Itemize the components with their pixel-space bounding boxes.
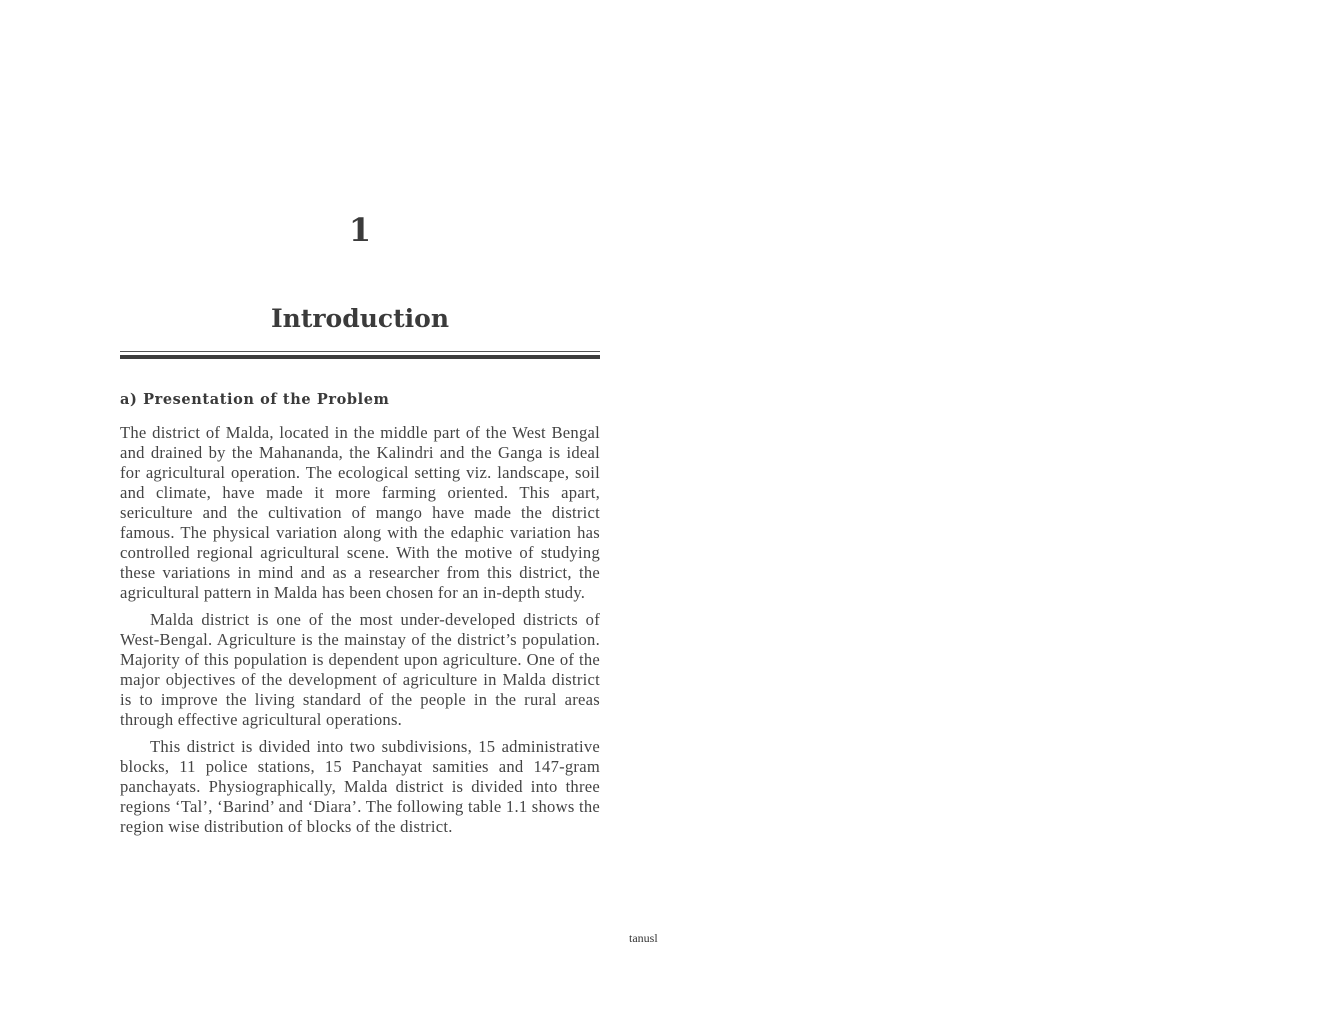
section-heading: a) Presentation of the Problem (120, 391, 390, 408)
paragraph-1: The district of Malda, located in the middle part of the West Bengal and drained by the Mahananda, the Kalindri and the Ganga is ideal for agricultural operation. The ecological setting viz. landscape, soil and climate, have made it more farming oriented. This apart, sericulture and the cultivation of mango have made the district famous. The physical variation along with the edaphic variation has controlled regional agricultural scene. With the motive of studying these variations in mind and as a researcher from this district, the agricultural pattern in Malda has been chosen for an in-depth study. (120, 423, 600, 602)
paragraph-2: Malda district is one of the most under-developed districts of West-Bengal. Agriculture is the mainstay of the district’s population. Majority of this population is dependent upon agriculture. One of the major objectives of the development of agriculture in Malda district is to improve the living standard of the people in the rural areas through effective agricultural operations. (120, 610, 600, 729)
paragraph-3: This district is divided into two subdivisions, 15 administrative blocks, 11 police stations, 15 Panchayat samities and 147-gram panchayats. Physiographically, Malda district is divided into three regions ‘Tal’, ‘Barind’ and ‘Diara’. The following table 1.1 shows the region wise distribution of blocks of the district. (120, 737, 600, 836)
body-text (120, 423, 600, 844)
chapter-number: 1 (348, 211, 372, 249)
chapter-title: Introduction (270, 304, 450, 333)
title-rule-thick (120, 355, 600, 359)
title-rule-thin (120, 351, 600, 352)
footer-mark: tanusl (629, 931, 658, 945)
